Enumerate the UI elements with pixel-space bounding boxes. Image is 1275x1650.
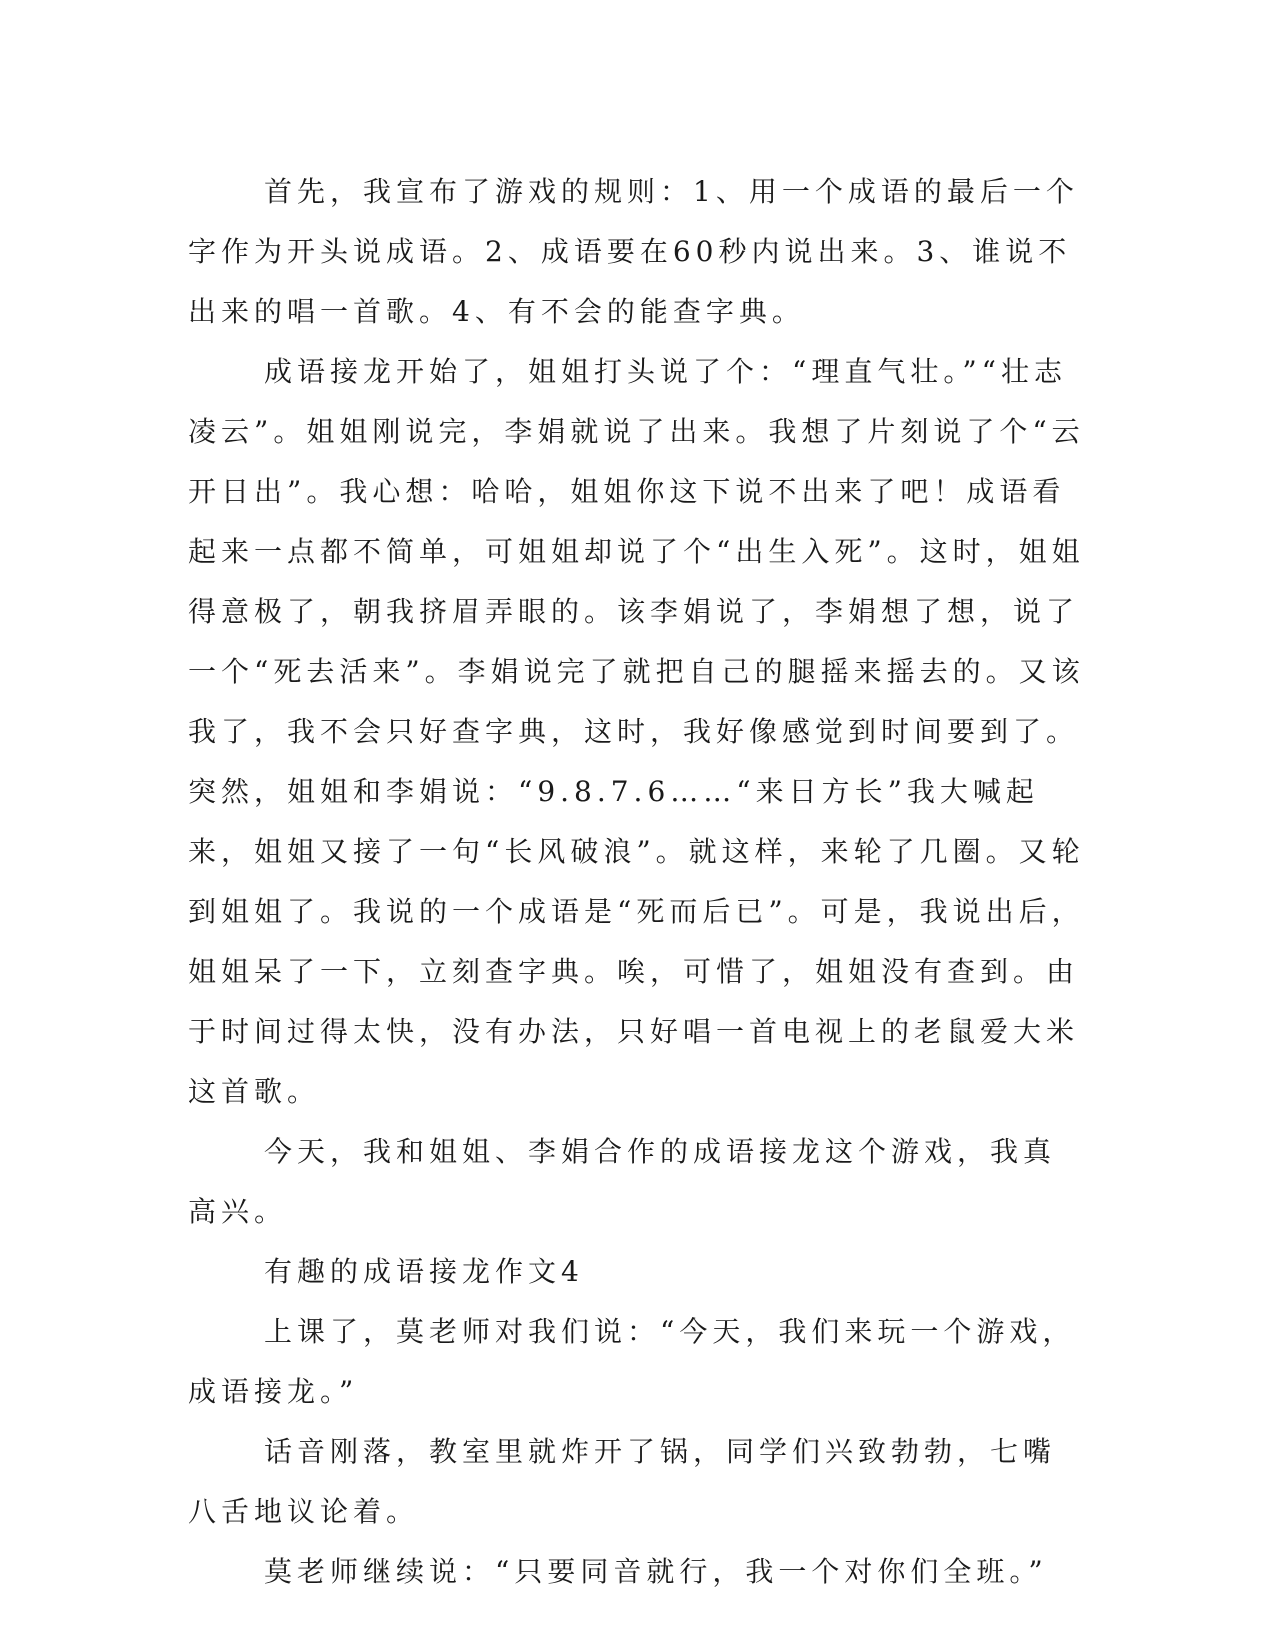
paragraph-game-story: 成语接龙开始了，姐姐打头说了个：“理直气壮。”“壮志凌云”。姐姐刚说完，李娟就说了出来。我想了片刻说了个“云开日出”。我心想：哈哈，姐姐你这下说不出来了吧！成语看起来一点都不简单，可姐姐却说了个“出生入死”。这时，姐姐得意极了，朝我挤眉弄眼的。该李娟说了，李娟想了想，说了一个“死去活来”。李娟说完了就把自己的腿摇来摇去的。又该我了，我不会只好查字典，这时，我好像感觉到时间要到了。突然，姐姐和李娟说：“9.8.7.6……“来日方长”我大喊起来，姐姐又接了一句“长风破浪”。就这样，来轮了几圈。又轮到姐姐了。我说的一个成语是“死而后已”。可是，我说出后，姐姐呆了一下，立刻查字典。唉，可惜了，姐姐没有查到。由于时间过得太快，没有办法，只好唱一首电视上的老鼠爱大米这首歌。 (188, 355, 1085, 1108)
paragraph-teacher-continues: 莫老师继续说：“只要同音就行，我一个对你们全班。” (264, 1555, 1048, 1588)
paragraph-rules: 首先，我宣布了游戏的规则：1、用一个成语的最后一个字作为开头说成语。2、成语要在60秒内说出来。3、谁说不出来的唱一首歌。4、有不会的能查字典。 (188, 175, 1079, 328)
document-body (188, 162, 1088, 1602)
paragraph-conclusion: 今天，我和姐姐、李娟合作的成语接龙这个游戏，我真高兴。 (188, 1135, 1057, 1228)
section-title: 有趣的成语接龙作文4 (264, 1255, 584, 1288)
paragraph-class-start: 上课了，莫老师对我们说：“今天，我们来玩一个游戏，成语接龙。” (188, 1315, 1076, 1408)
paragraph-classroom-reaction: 话音刚落，教室里就炸开了锅，同学们兴致勃勃，七嘴八舌地议论着。 (188, 1435, 1057, 1528)
